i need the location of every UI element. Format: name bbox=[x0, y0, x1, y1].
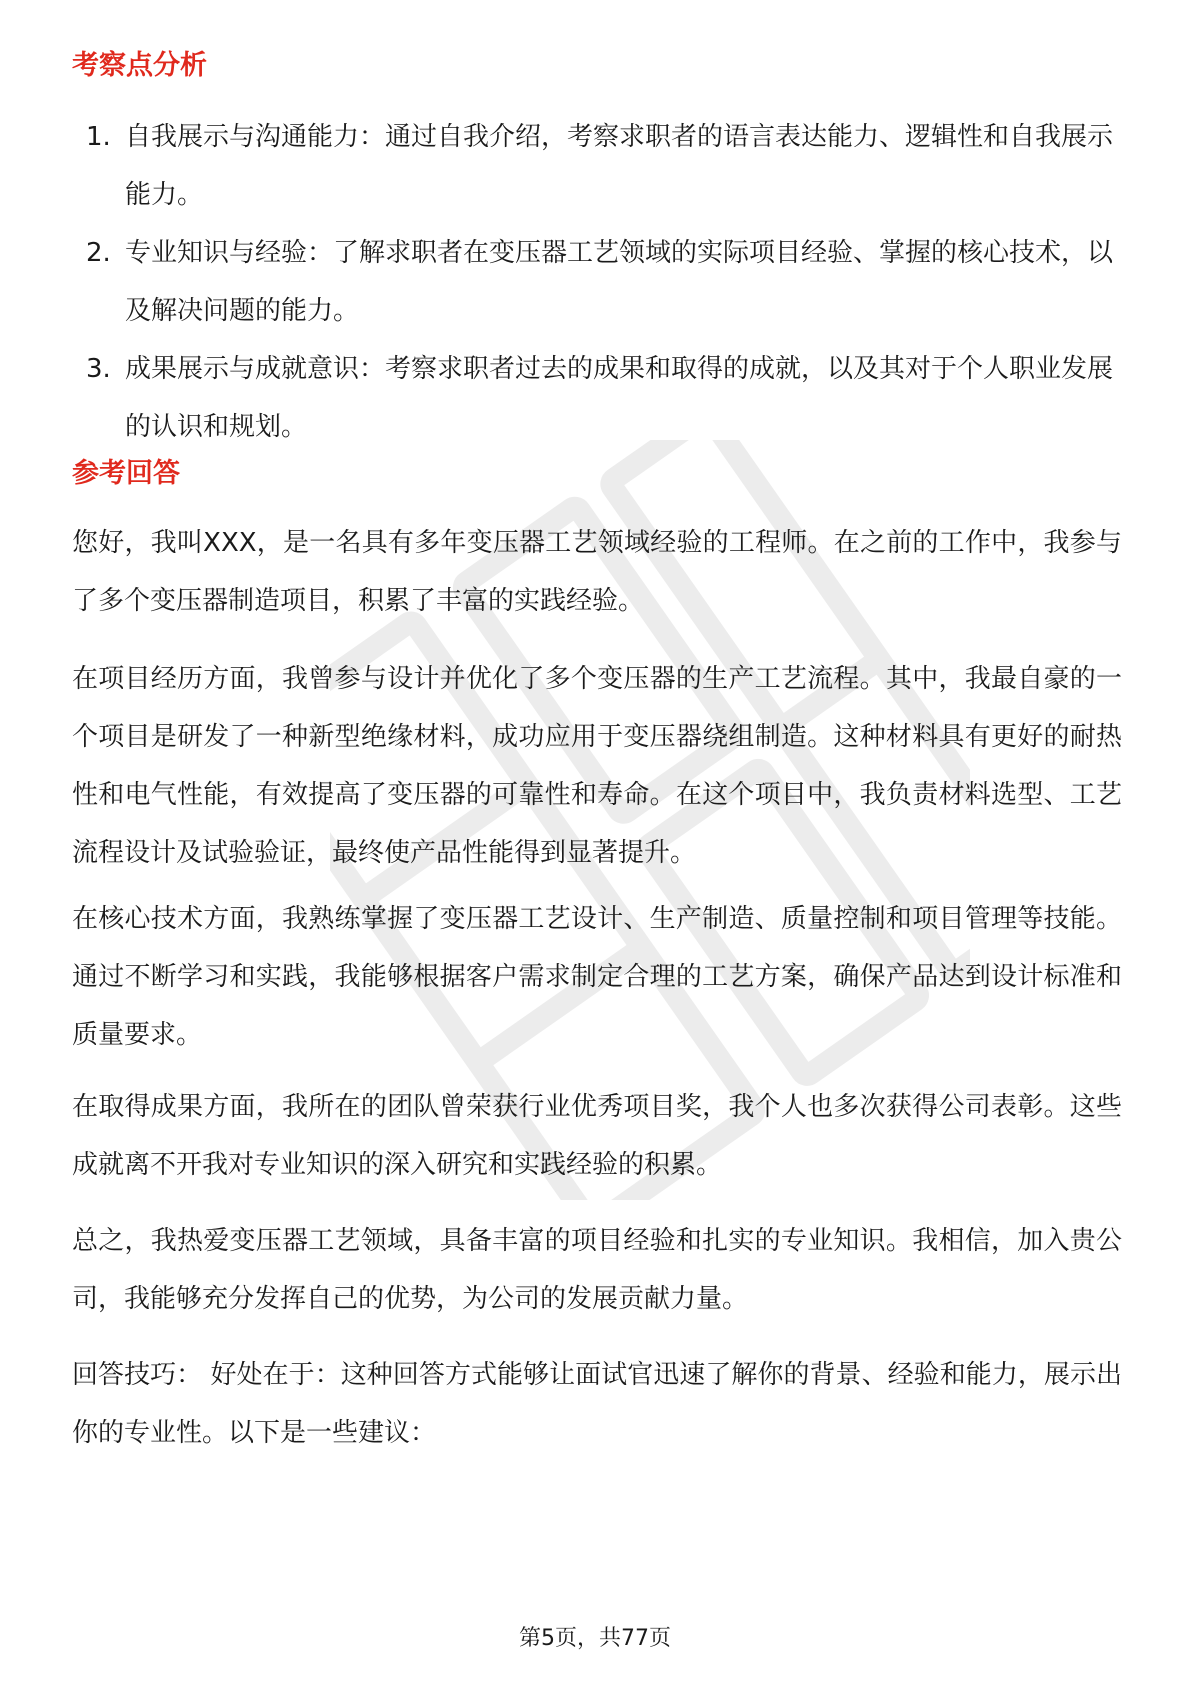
list-item-number: 2. bbox=[86, 238, 111, 268]
list-item bbox=[72, 224, 1122, 340]
answer-paragraph-summary: 总之，我热爱变压器工艺领域，具备丰富的项目经验和扎实的专业知识。我相信，加入贵公司，我能够充分发挥自己的优势，为公司的发展贡献力量。 bbox=[72, 1226, 1122, 1314]
analysis-heading: 考察点分析 bbox=[72, 50, 207, 81]
answer-heading: 参考回答 bbox=[72, 458, 180, 489]
list-item-text: 自我展示与沟通能力：通过自我介绍，考察求职者的语言表达能力、逻辑性和自我展示能力。 bbox=[125, 122, 1114, 210]
answer-paragraph-skills: 在核心技术方面，我熟练掌握了变压器工艺设计、生产制造、质量控制和项目管理等技能。通过不断学习和实践，我能够根据客户需求制定合理的工艺方案，确保产品达到设计标准和质量要求。 bbox=[72, 904, 1122, 1050]
list-item-number: 3. bbox=[86, 354, 111, 384]
answer-paragraph-intro: 您好，我叫XXX，是一名具有多年变压器工艺领域经验的工程师。在之前的工作中，我参与了多个变压器制造项目，积累了丰富的实践经验。 bbox=[72, 528, 1122, 616]
list-item-number: 1. bbox=[86, 122, 111, 152]
answer-paragraph-projects: 在项目经历方面，我曾参与设计并优化了多个变压器的生产工艺流程。其中，我最自豪的一个项目是研发了一种新型绝缘材料，成功应用于变压器绕组制造。这种材料具有更好的耐热性和电气性能，有效提高了变压器的可靠性和寿命。在这个项目中，我负责材料选型、工艺流程设计及试验验证，最终使产品性能得到显著提升。 bbox=[72, 664, 1122, 868]
answer-paragraph-achievements: 在取得成果方面，我所在的团队曾荣获行业优秀项目奖，我个人也多次获得公司表彰。这些成就离不开我对专业知识的深入研究和实践经验的积累。 bbox=[72, 1092, 1122, 1180]
list-item-text: 成果展示与成就意识：考察求职者过去的成果和取得的成就，以及其对于个人职业发展的认识和规划。 bbox=[125, 354, 1114, 442]
list-item-text: 专业知识与经验：了解求职者在变压器工艺领域的实际项目经验、掌握的核心技术，以及解决问题的能力。 bbox=[125, 238, 1114, 326]
analysis-list bbox=[72, 108, 1122, 456]
list-item bbox=[72, 108, 1122, 224]
page-footer: 第5页，共77页 bbox=[519, 1626, 671, 1651]
list-item bbox=[72, 340, 1122, 456]
answer-paragraph-tips: 回答技巧： 好处在于：这种回答方式能够让面试官迅速了解你的背景、经验和能力，展示出你的专业性。以下是一些建议： bbox=[72, 1360, 1122, 1448]
